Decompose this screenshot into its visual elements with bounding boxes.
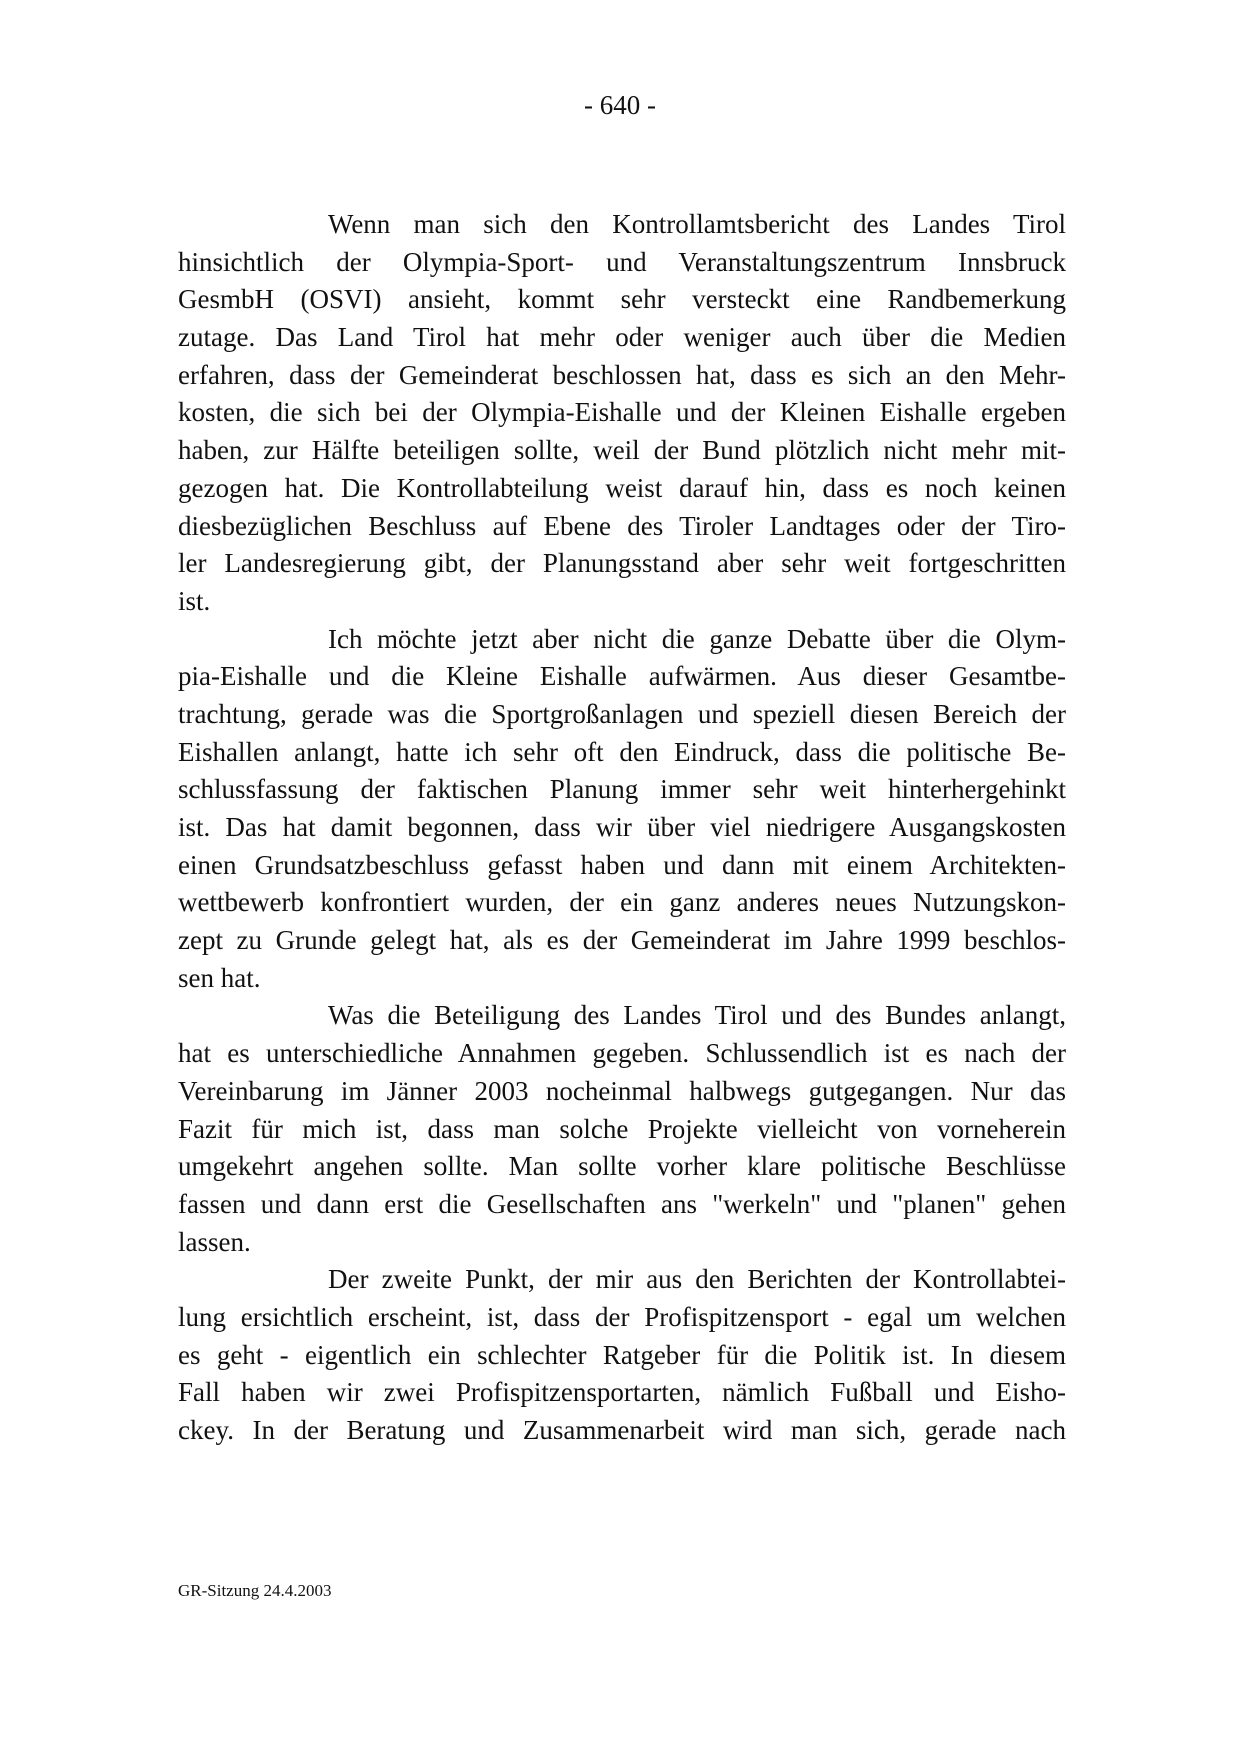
document-body <box>178 206 1066 1450</box>
text-line: hinsichtlich der Olympia-Sport- und Veranstaltungszentrum Innsbruck <box>178 246 1066 277</box>
text-line: Was die Beteiligung des Landes Tirol und des Bundes anlangt, <box>328 1000 1066 1031</box>
text-line: gezogen hat. Die Kontrollabteilung weist darauf hin, dass es noch keinen <box>178 472 1066 503</box>
text-line: GesmbH (OSVI) ansieht, kommt sehr versteckt eine Randbemerkung <box>178 284 1066 315</box>
text-line: diesbezüglichen Beschluss auf Ebene des Tiroler Landtages oder der Tiro- <box>178 510 1066 541</box>
text-line: ckey. In der Beratung und Zusammenarbeit wird man sich, gerade nach <box>178 1415 1066 1445</box>
text-line: Fall haben wir zwei Profispitzensportarten, nämlich Fußball und Eisho- <box>178 1377 1066 1408</box>
text-line: ist. Das hat damit begonnen, dass wir über viel niedrigere Ausgangskosten <box>178 812 1066 842</box>
text-line: erfahren, dass der Gemeinderat beschlossen hat, dass es sich an den Mehr- <box>178 359 1066 390</box>
text-line: ler Landesregierung gibt, der Planungsstand aber sehr weit fortgeschritten <box>178 548 1066 579</box>
text-line: Der zweite Punkt, der mir aus den Berichten der Kontrollabtei- <box>328 1264 1066 1295</box>
footer-session-label: GR-Sitzung 24.4.2003 <box>178 1581 332 1600</box>
text-line: trachtung, gerade was die Sportgroßanlagen und speziell diesen Bereich der <box>178 698 1066 729</box>
text-line: zept zu Grunde gelegt hat, als es der Gemeinderat im Jahre 1999 beschlos- <box>178 925 1066 956</box>
text-line: hat es unterschiedliche Annahmen gegeben. Schlussendlich ist es nach der <box>178 1038 1066 1069</box>
text-line: Ich möchte jetzt aber nicht die ganze Debatte über die Olym- <box>328 623 1066 654</box>
text-line: Eishallen anlangt, hatte ich sehr oft den Eindruck, dass die politische Be- <box>178 736 1066 767</box>
text-line: umgekehrt angehen sollte. Man sollte vorher klare politische Beschlüsse <box>178 1151 1066 1182</box>
text-line: sen hat. <box>178 962 261 993</box>
page-number: - 640 - <box>584 90 656 120</box>
text-line: Wenn man sich den Kontrollamtsbericht des Landes Tirol <box>328 209 1066 239</box>
text-line: haben, zur Hälfte beteiligen sollte, weil der Bund plötzlich nicht mehr mit- <box>178 435 1066 466</box>
text-line: Vereinbarung im Jänner 2003 nocheinmal halbwegs gutgegangen. Nur das <box>178 1075 1066 1106</box>
text-line: Fazit für mich ist, dass man solche Projekte vielleicht von vorneherein <box>178 1113 1066 1144</box>
text-line: lassen. <box>178 1226 251 1257</box>
text-line: pia-Eishalle und die Kleine Eishalle aufwärmen. Aus dieser Gesamtbe- <box>178 661 1066 692</box>
text-line: ist. <box>178 585 211 616</box>
text-line: fassen und dann erst die Gesellschaften ans "werkeln" und "planen" gehen <box>178 1188 1066 1219</box>
text-line: zutage. Das Land Tirol hat mehr oder weniger auch über die Medien <box>178 322 1066 353</box>
text-line: es geht - eigentlich ein schlechter Ratgeber für die Politik ist. In diesem <box>178 1339 1066 1370</box>
text-line: lung ersichtlich erscheint, ist, dass der Profispitzensport - egal um welchen <box>178 1301 1066 1332</box>
text-line: kosten, die sich bei der Olympia-Eishalle und der Kleinen Eishalle ergeben <box>178 397 1066 428</box>
text-line: schlussfassung der faktischen Planung immer sehr weit hinterhergehinkt <box>178 774 1066 805</box>
text-line: wettbewerb konfrontiert wurden, der ein ganz anderes neues Nutzungskon- <box>178 887 1066 918</box>
text-line: einen Grundsatzbeschluss gefasst haben und dann mit einem Architekten- <box>178 849 1066 880</box>
